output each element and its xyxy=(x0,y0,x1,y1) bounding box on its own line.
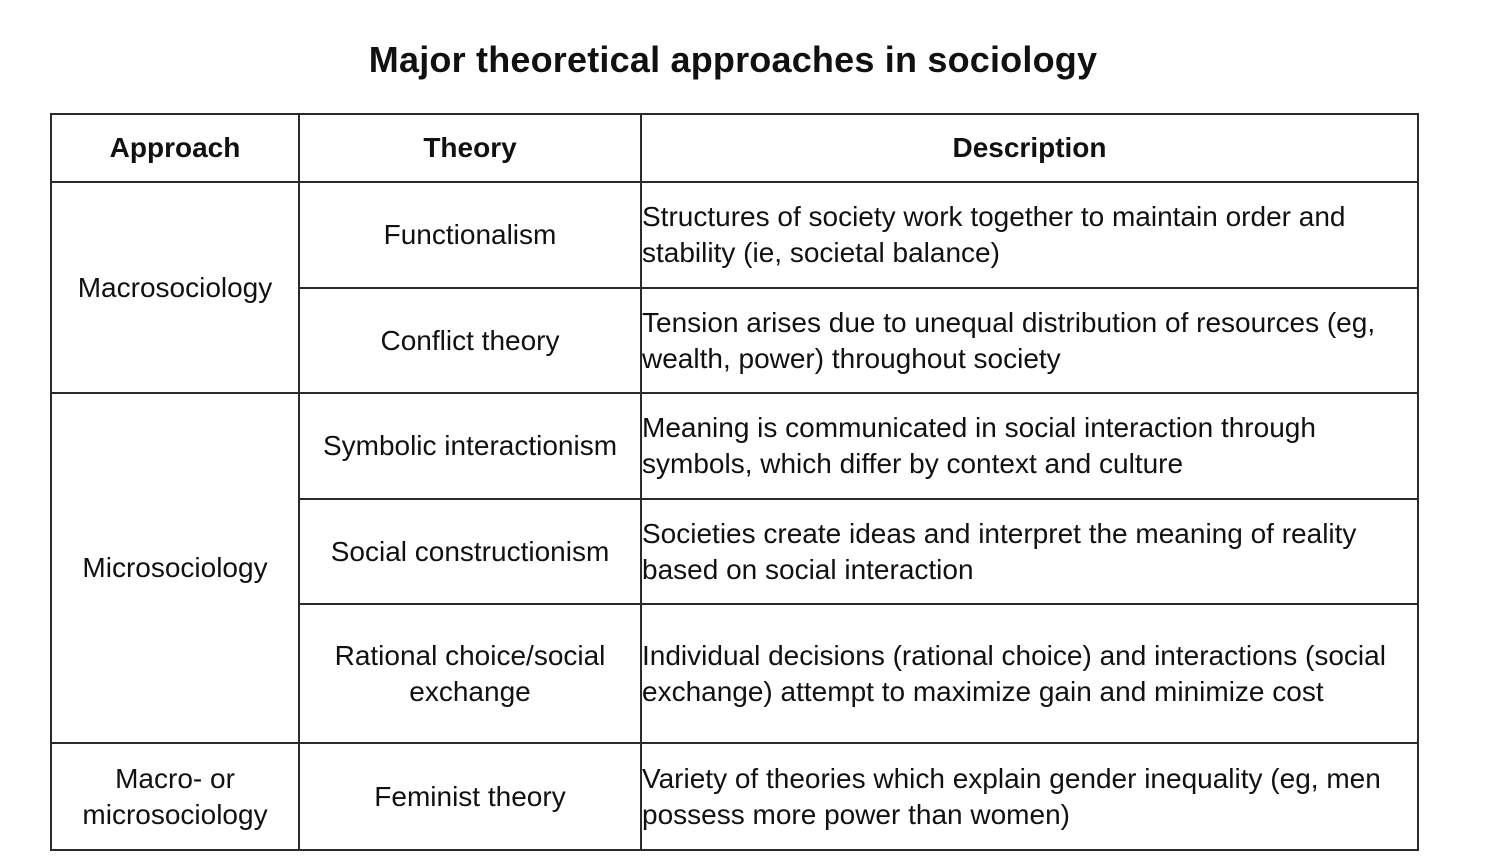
header-approach: Approach xyxy=(51,114,299,182)
table-row xyxy=(51,182,1418,288)
table-row xyxy=(51,393,1418,499)
description-cell: Meaning is communicated in social interaction through symbols, which differ by context and culture xyxy=(641,393,1418,499)
theory-cell: Conflict theory xyxy=(299,288,641,393)
header-row xyxy=(51,114,1418,182)
description-cell: Tension arises due to unequal distribution of resources (eg, wealth, power) throughout society xyxy=(641,288,1418,393)
theories-table xyxy=(50,113,1419,851)
theory-cell: Functionalism xyxy=(299,182,641,288)
page-title: Major theoretical approaches in sociology xyxy=(368,39,1098,80)
approach-cell-microsociology: Microsociology xyxy=(51,393,299,743)
theory-cell: Rational choice/social exchange xyxy=(299,604,641,743)
approach-cell-macrosociology: Macrosociology xyxy=(51,182,299,393)
description-cell: Societies create ideas and interpret the meaning of reality based on social interaction xyxy=(641,499,1418,604)
theory-cell: Social constructionism xyxy=(299,499,641,604)
description-cell: Variety of theories which explain gender inequality (eg, men possess more power than women) xyxy=(641,743,1418,850)
theory-cell: Symbolic interactionism xyxy=(299,393,641,499)
table-row xyxy=(51,743,1418,850)
description-cell: Structures of society work together to maintain order and stability (ie, societal balance) xyxy=(641,182,1418,288)
theory-cell: Feminist theory xyxy=(299,743,641,850)
header-theory: Theory xyxy=(299,114,641,182)
header-description: Description xyxy=(641,114,1418,182)
description-cell: Individual decisions (rational choice) and interactions (social exchange) attempt to maximize gain and minimize cost xyxy=(641,604,1418,743)
approach-cell-macro-or-micro: Macro- or microsociology xyxy=(51,743,299,850)
